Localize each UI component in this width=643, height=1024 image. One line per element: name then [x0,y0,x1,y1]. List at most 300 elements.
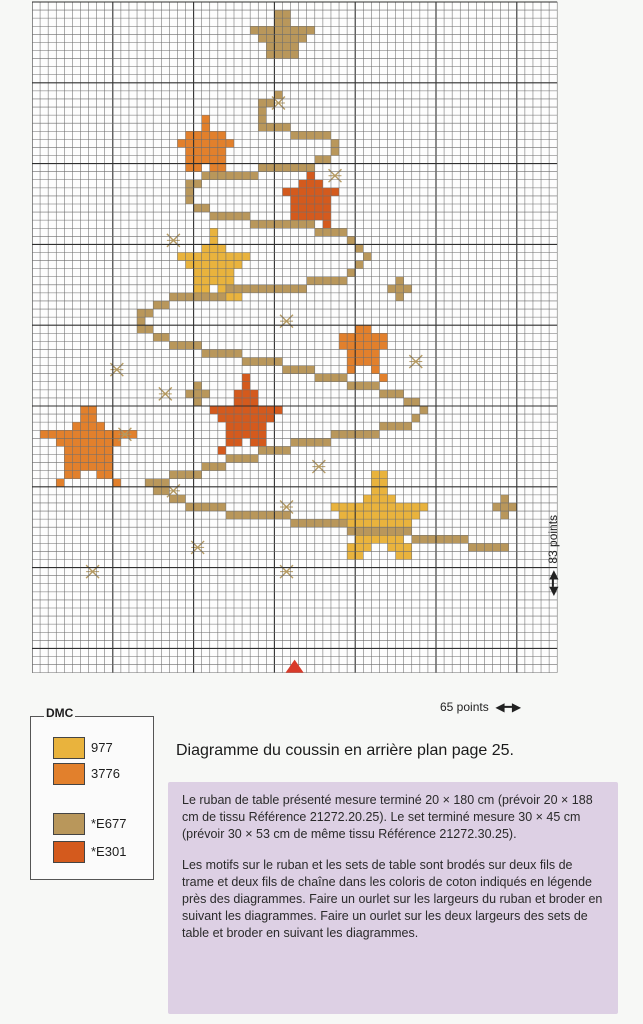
ribbon-stitch [177,341,185,349]
star-stitch [347,333,355,341]
ribbon-stitch [323,156,331,164]
star-stitch [218,156,226,164]
star-stitch [218,446,226,454]
ribbon-stitch [202,349,210,357]
star-stitch [307,188,315,196]
star-stitch [226,438,234,446]
ribbon-stitch [226,349,234,357]
ribbon-stitch [250,454,258,462]
height-dimension-label [546,515,560,596]
star-stitch [396,551,404,559]
plus-stitch [404,285,412,293]
star-stitch [56,438,64,446]
ribbon-stitch [242,358,250,366]
color-swatch [53,763,85,785]
star-stitch [347,551,355,559]
ribbon-stitch [250,358,258,366]
ribbon-stitch [501,543,509,551]
star-stitch [105,471,113,479]
ribbon-stitch [452,535,460,543]
star-stitch [210,252,218,260]
plus-stitch [396,285,404,293]
star-stitch [258,406,266,414]
star-stitch [355,519,363,527]
star-stitch [315,204,323,212]
plus-stitch [396,293,404,301]
star-stitch [80,446,88,454]
star-stitch [226,293,234,301]
ribbon-stitch [412,535,420,543]
star-stitch [323,196,331,204]
star-stitch [218,269,226,277]
star-stitch [266,414,274,422]
info-paragraph: Le ruban de table présenté mesure terminé 20 × 180 cm (prévoir 20 × 188 cm de tissu Référence 21272.20.25). Le set terminé mesure 30 × 45 cm (prévoir 30 × 53 cm de même tissu Référence 21272.30.25). [182,793,593,841]
star-stitch [396,511,404,519]
star-stitch [234,261,242,269]
ribbon-stitch [194,471,202,479]
star-stitch [291,212,299,220]
star-stitch [194,156,202,164]
star-stitch [89,406,97,414]
star-stitch [355,325,363,333]
ribbon-stitch [153,479,161,487]
star-stitch [388,519,396,527]
star-stitch [210,164,218,172]
ribbon-stitch [282,366,290,374]
star-stitch [186,139,194,147]
ribbon-stitch [258,285,266,293]
star-stitch [404,543,412,551]
star-stitch [347,358,355,366]
legend-label: 977 [91,740,113,755]
star-stitch [40,430,48,438]
ribbon-stitch [291,285,299,293]
star-stitch [194,277,202,285]
ribbon-stitch [355,527,363,535]
star-stitch [355,333,363,341]
ribbon-stitch [388,390,396,398]
ribbon-stitch [412,398,420,406]
ribbon-stitch [396,527,404,535]
star-stitch [299,188,307,196]
star-stitch [202,131,210,139]
star-stitch [331,503,339,511]
grid-background [32,2,557,673]
plus-stitch [194,398,202,406]
star-stitch [379,487,387,495]
ribbon-stitch [307,366,315,374]
star-stitch [347,366,355,374]
ribbon-stitch [258,511,266,519]
ribbon-stitch [274,164,282,172]
star-stitch [226,406,234,414]
star-stitch [355,551,363,559]
star-stitch [242,382,250,390]
ribbon-stitch [194,180,202,188]
star-stitch [97,463,105,471]
star-stitch [371,349,379,357]
star-stitch [371,366,379,374]
ribbon-stitch [388,422,396,430]
star-stitch [307,212,315,220]
star-stitch [250,422,258,430]
star-stitch [339,333,347,341]
star-stitch [379,503,387,511]
star-stitch [210,228,218,236]
ribbon-stitch [169,471,177,479]
ribbon-stitch [331,374,339,382]
star-stitch [105,430,113,438]
star-stitch [379,519,387,527]
star-stitch [258,438,266,446]
ribbon-stitch [282,446,290,454]
ribbon-stitch [234,285,242,293]
cross-stitch-chart [32,0,558,700]
star-stitch [347,511,355,519]
ribbon-stitch [420,535,428,543]
ribbon-stitch [226,212,234,220]
ribbon-stitch [355,382,363,390]
ribbon-stitch [186,293,194,301]
ribbon-stitch [299,164,307,172]
star-stitch [105,454,113,462]
ribbon-stitch [315,228,323,236]
star-stitch [177,252,185,260]
ribbon-stitch [250,172,258,180]
star-stitch [323,204,331,212]
star-stitch [234,390,242,398]
star-stitch [80,438,88,446]
ribbon-stitch [339,519,347,527]
ribbon-stitch [339,228,347,236]
ribbon-stitch [307,164,315,172]
star-stitch [371,511,379,519]
ribbon-stitch [339,430,347,438]
color-swatch [53,813,85,835]
legend-label: *E677 [91,816,127,831]
star-stitch [355,543,363,551]
star-stitch [234,293,242,301]
star-stitch [315,196,323,204]
ribbon-stitch [234,511,242,519]
star-stitch [388,543,396,551]
star-stitch [210,131,218,139]
instructions-box [168,782,618,1014]
star-stitch [242,406,250,414]
star-stitch [323,188,331,196]
plus-stitch [509,503,517,511]
star-stitch [202,139,210,147]
star-stitch [64,454,72,462]
star-stitch [371,535,379,543]
star-stitch [242,390,250,398]
star-stitch [379,495,387,503]
star-stitch [218,244,226,252]
star-stitch [89,438,97,446]
ribbon-stitch [331,430,339,438]
star-stitch [379,341,387,349]
star-stitch [371,358,379,366]
star-stitch [234,430,242,438]
star-stitch [210,139,218,147]
star-stitch [347,341,355,349]
plus-stitch [501,495,509,503]
star-stitch [218,414,226,422]
star-stitch [72,463,80,471]
star-stitch [234,398,242,406]
star-stitch [226,261,234,269]
ribbon-stitch [274,123,282,131]
star-stitch [64,446,72,454]
ribbon-stitch [274,220,282,228]
ribbon-stitch [299,131,307,139]
star-stitch [355,503,363,511]
star-stitch [242,422,250,430]
star-stitch [89,422,97,430]
star-stitch [218,406,226,414]
ribbon-stitch [363,382,371,390]
plus-stitch [501,503,509,511]
ribbon-stitch [396,422,404,430]
ribbon-stitch [315,519,323,527]
star-stitch [282,50,290,58]
star-stitch [64,438,72,446]
star-stitch [274,42,282,50]
ribbon-stitch [371,430,379,438]
star-stitch [315,212,323,220]
star-stitch [299,26,307,34]
star-stitch [250,430,258,438]
star-stitch [291,50,299,58]
ribbon-stitch [210,172,218,180]
star-stitch [282,10,290,18]
star-stitch [48,430,56,438]
star-stitch [371,333,379,341]
star-stitch [323,212,331,220]
star-stitch [202,115,210,123]
star-stitch [177,139,185,147]
ribbon-stitch [274,446,282,454]
star-stitch [202,252,210,260]
star-stitch [89,414,97,422]
ribbon-stitch [137,309,145,317]
ribbon-stitch [412,414,420,422]
ribbon-stitch [282,511,290,519]
ribbon-stitch [355,430,363,438]
star-stitch [371,479,379,487]
ribbon-stitch [371,527,379,535]
ribbon-stitch [299,519,307,527]
star-stitch [80,422,88,430]
ribbon-stitch [323,374,331,382]
star-stitch [226,139,234,147]
star-stitch [258,26,266,34]
ribbon-stitch [436,535,444,543]
ribbon-stitch [242,285,250,293]
star-stitch [56,430,64,438]
ribbon-stitch [194,293,202,301]
star-stitch [226,414,234,422]
star-stitch [396,535,404,543]
ribbon-stitch [323,438,331,446]
star-stitch [379,471,387,479]
star-stitch [194,252,202,260]
ribbon-stitch [258,99,266,107]
double-arrow-icon: ◀━▶ [492,700,522,714]
star-stitch [226,422,234,430]
ribbon-stitch [404,422,412,430]
legend-label: 3776 [91,766,120,781]
ribbon-stitch [379,527,387,535]
ribbon-stitch [137,317,145,325]
star-stitch [250,438,258,446]
star-stitch [80,430,88,438]
star-stitch [250,390,258,398]
ribbon-stitch [460,535,468,543]
star-stitch [80,406,88,414]
star-stitch [97,438,105,446]
ribbon-stitch [315,277,323,285]
plus-stitch [186,390,194,398]
ribbon-stitch [266,123,274,131]
star-stitch [266,406,274,414]
star-stitch [339,341,347,349]
star-stitch [80,454,88,462]
star-stitch [379,479,387,487]
ribbon-stitch [493,543,501,551]
star-stitch [72,471,80,479]
star-stitch [274,18,282,26]
ribbon-stitch [266,511,274,519]
ribbon-stitch [428,535,436,543]
ribbon-stitch [323,228,331,236]
ribbon-stitch [218,463,226,471]
ribbon-stitch [145,479,153,487]
ribbon-stitch [291,519,299,527]
ribbon-stitch [186,188,194,196]
star-stitch [371,503,379,511]
star-stitch [379,333,387,341]
star-stitch [234,252,242,260]
star-stitch [194,139,202,147]
ribbon-stitch [250,511,258,519]
star-stitch [250,398,258,406]
height-label: 83 points [546,514,560,564]
ribbon-stitch [323,131,331,139]
star-stitch [363,325,371,333]
star-stitch [80,414,88,422]
star-stitch [218,261,226,269]
ribbon-stitch [177,471,185,479]
ribbon-stitch [202,463,210,471]
star-stitch [64,471,72,479]
star-stitch [80,463,88,471]
star-stitch [355,358,363,366]
star-stitch [274,10,282,18]
ribbon-stitch [323,277,331,285]
ribbon-stitch [266,446,274,454]
star-stitch [404,511,412,519]
ribbon-stitch [291,164,299,172]
star-stitch [363,349,371,357]
star-stitch [388,495,396,503]
star-stitch [291,188,299,196]
star-stitch [210,277,218,285]
ribbon-stitch [363,430,371,438]
ribbon-stitch [137,325,145,333]
ribbon-stitch [202,172,210,180]
star-stitch [396,519,404,527]
ribbon-stitch [484,543,492,551]
star-stitch [113,479,121,487]
star-stitch [202,123,210,131]
ribbon-stitch [315,156,323,164]
star-stitch [210,269,218,277]
star-stitch [64,430,72,438]
star-stitch [258,414,266,422]
star-stitch [307,196,315,204]
star-stitch [291,204,299,212]
star-stitch [347,503,355,511]
star-stitch [194,147,202,155]
plus-stitch [194,382,202,390]
ribbon-stitch [169,495,177,503]
star-stitch [194,164,202,172]
ribbon-stitch [234,454,242,462]
ribbon-stitch [226,511,234,519]
star-stitch [388,535,396,543]
star-stitch [299,204,307,212]
star-stitch [339,511,347,519]
star-stitch [323,220,331,228]
star-stitch [363,519,371,527]
star-stitch [258,422,266,430]
ribbon-stitch [307,438,315,446]
ribbon-stitch [282,285,290,293]
ribbon-stitch [291,220,299,228]
star-stitch [56,479,64,487]
ribbon-stitch [234,349,242,357]
ribbon-stitch [291,366,299,374]
ribbon-stitch [161,333,169,341]
color-swatch [53,737,85,759]
ribbon-stitch [307,519,315,527]
ribbon-stitch [250,285,258,293]
ribbon-stitch [194,204,202,212]
star-stitch [412,511,420,519]
ribbon-stitch [444,535,452,543]
star-stitch [396,543,404,551]
ribbon-stitch [282,123,290,131]
plus-stitch [202,390,210,398]
ribbon-stitch [202,204,210,212]
ribbon-stitch [266,285,274,293]
star-stitch [307,172,315,180]
star-stitch [97,454,105,462]
star-stitch [355,349,363,357]
ribbon-stitch [404,527,412,535]
legend-item-e677 [53,813,153,835]
star-stitch [97,430,105,438]
star-stitch [339,503,347,511]
star-stitch [258,34,266,42]
star-stitch [234,406,242,414]
star-stitch [363,511,371,519]
ribbon-stitch [258,123,266,131]
legend-item-977 [53,737,153,759]
star-stitch [315,180,323,188]
ribbon-stitch [347,269,355,277]
